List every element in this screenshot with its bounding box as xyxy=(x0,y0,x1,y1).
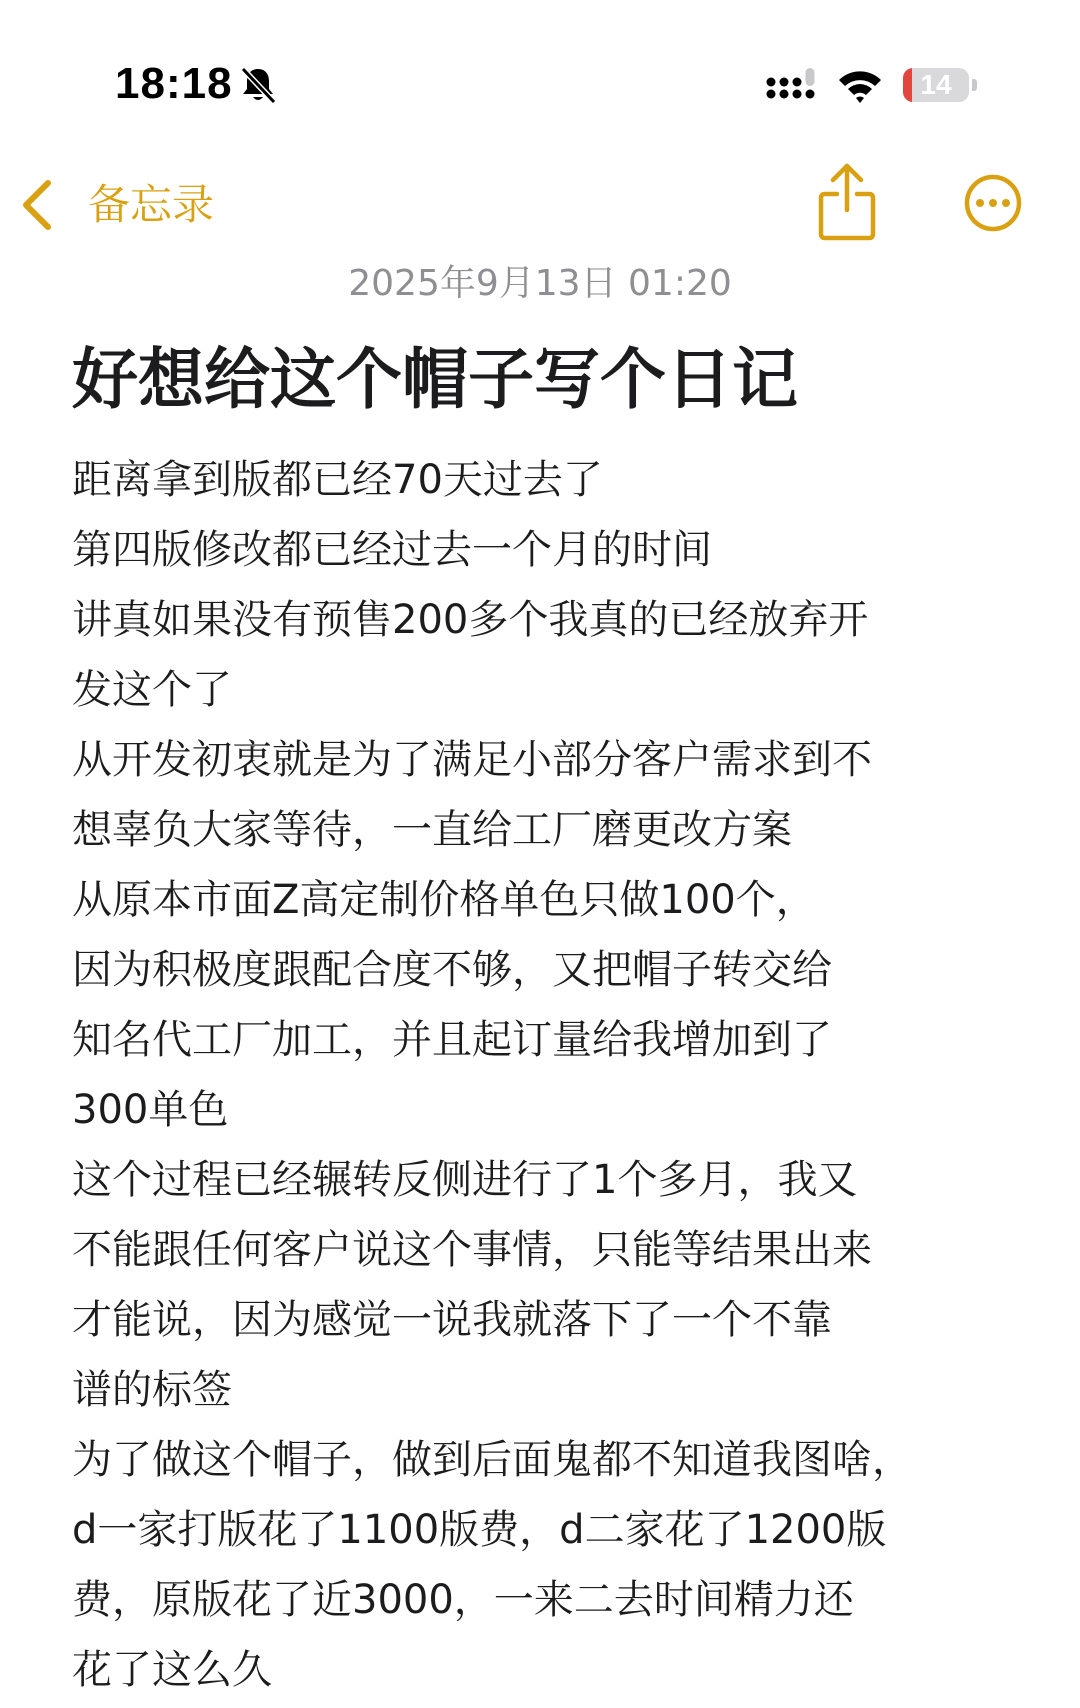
status-bar xyxy=(0,0,1080,150)
battery-icon xyxy=(903,66,977,106)
note-line: 第四版修改都已经过去一个月的时间 xyxy=(72,527,712,573)
battery-level: 14 xyxy=(920,69,952,100)
note-line: 从原本市面Z高定制价格单色只做100个， xyxy=(72,877,816,923)
back-label: 备忘录 xyxy=(88,180,215,229)
signal-icon xyxy=(765,66,821,106)
bell-slash-icon xyxy=(237,64,279,106)
wifi-icon xyxy=(836,66,884,106)
status-time: 18:18 xyxy=(115,59,233,108)
note-line: 花了这么久 xyxy=(72,1647,272,1693)
battery-cap xyxy=(972,79,977,91)
note-line: 讲真如果没有预售200多个我真的已经放弃开 xyxy=(72,597,869,643)
note-line: 为了做这个帽子，做到后面鬼都不知道我图啥， xyxy=(72,1437,912,1483)
note-line: 300单色 xyxy=(72,1087,229,1133)
note-body[interactable] xyxy=(72,445,1032,1705)
note-line: 这个过程已经辗转反侧进行了1个多月，我又 xyxy=(72,1157,858,1203)
note-line: 费，原版花了近3000，一来二去时间精力还 xyxy=(72,1577,854,1623)
battery-body xyxy=(903,68,969,102)
note-line: 想辜负大家等待，一直给工厂磨更改方案 xyxy=(72,807,792,853)
note-line: 才能说，因为感觉一说我就落下了一个不靠 xyxy=(72,1297,832,1343)
share-icon[interactable] xyxy=(815,160,879,244)
note-line: 从开发初衷就是为了满足小部分客户需求到不 xyxy=(72,737,872,783)
note-line: 距离拿到版都已经70天过去了 xyxy=(72,457,603,503)
note-line: 因为积极度跟配合度不够，又把帽子转交给 xyxy=(72,947,832,993)
back-button[interactable] xyxy=(18,170,214,240)
note-line: 不能跟任何客户说这个事情，只能等结果出来 xyxy=(72,1227,872,1273)
note-line: 发这个了 xyxy=(72,667,232,713)
note-title[interactable]: 好想给这个帽子写个日记 xyxy=(72,341,798,418)
note-line: 知名代工厂加工，并且起订量给我增加到了 xyxy=(72,1017,832,1063)
note-line: 谱的标签 xyxy=(72,1367,232,1413)
note-date: 2025年9月13日 01:20 xyxy=(348,263,732,304)
note-line: d一家打版花了1100版费，d二家花了1200版 xyxy=(72,1507,887,1553)
chevron-left-icon xyxy=(18,177,58,233)
more-icon[interactable] xyxy=(963,173,1023,233)
